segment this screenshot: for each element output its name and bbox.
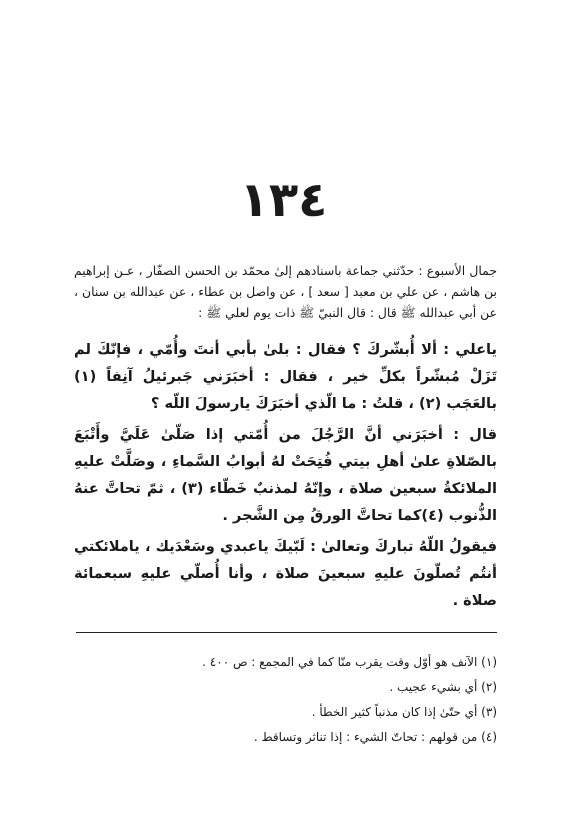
hadith-paragraph: ياعلي : ألا أُبشّركَ ؟ فقال : بلىٰ بأبي أنتَ وأُمّي ، فإنّكَ لم تَزَلْ مُبشّراً بكلِّ خير ، فقال : أخبَرَني جَبرئيلُ آنِفاً (١) بالعَجَب (٢) ، قلتُ : ما الّذي أخبَرَكَ يارسولَ اللّه ؟ xyxy=(74,341,497,412)
chain-of-narration: جمال الأسبوع : حدّثني جماعة باسنادهم إلىٰ محمّد بن الحسن الصفّار ، عـن إبراهيم بن هاشم ، عن علي بن معبد [ سعد ] ، عن واصل بن عطاء ، عن عبدالله بن سنان ، عن أبي عبدالله ﷺ قال : قال النبيّ ﷺ ذات يوم لعلي ﷺ : xyxy=(74,263,497,320)
footnote: (٤) من قولهم : تحاتّ الشيء : إذا تناثر وتساقط . xyxy=(253,730,497,744)
footnote: (٣) أي حتّىٰ إذا كان مذنباً كثير الخطأ . xyxy=(311,705,497,719)
footnote-divider xyxy=(76,632,497,633)
page-number: ١٣٤ xyxy=(239,172,328,228)
footnote: (٢) أي بشيء عجيب . xyxy=(389,680,497,694)
footnote: (١) الآنف هو أوّل وقت يقرب منّا كما في المجمع : ص ٤٠٠ . xyxy=(202,655,497,669)
footnotes xyxy=(76,650,497,750)
hadith-paragraph: قال : أخبَرَني أنَّ الرَّجُلَ من أُمّتي إذا صَلّىٰ عَلَيَّ وأَتْبَعَ بالصّلاةِ علىٰ أهلِ بيتي فُتِحَتْ لهُ أبوابُ السَّماءِ ، وصَلَّتْ عليهِ الملائكةُ سبعين صلاة ، وإنّهُ لمذنبٌ خَطّاء (٣) ، ثمّ تحاتَّ عنهُ الذُّنوب (٤)كما تحاتَّ الورقُ مِن الشَّجر . xyxy=(74,426,497,524)
hadith-text xyxy=(74,336,497,618)
hadith-paragraph: فيقولُ اللّهُ تباركَ وتعالىٰ : لَبّيكَ ياعبدي وسَعْدَيك ، ياملائكتي أنتُم تُصلّونَ عليهِ سبعينَ صلاة ، وأنا أُصلّي عليهِ سبعمائة صلاة . xyxy=(74,538,497,609)
